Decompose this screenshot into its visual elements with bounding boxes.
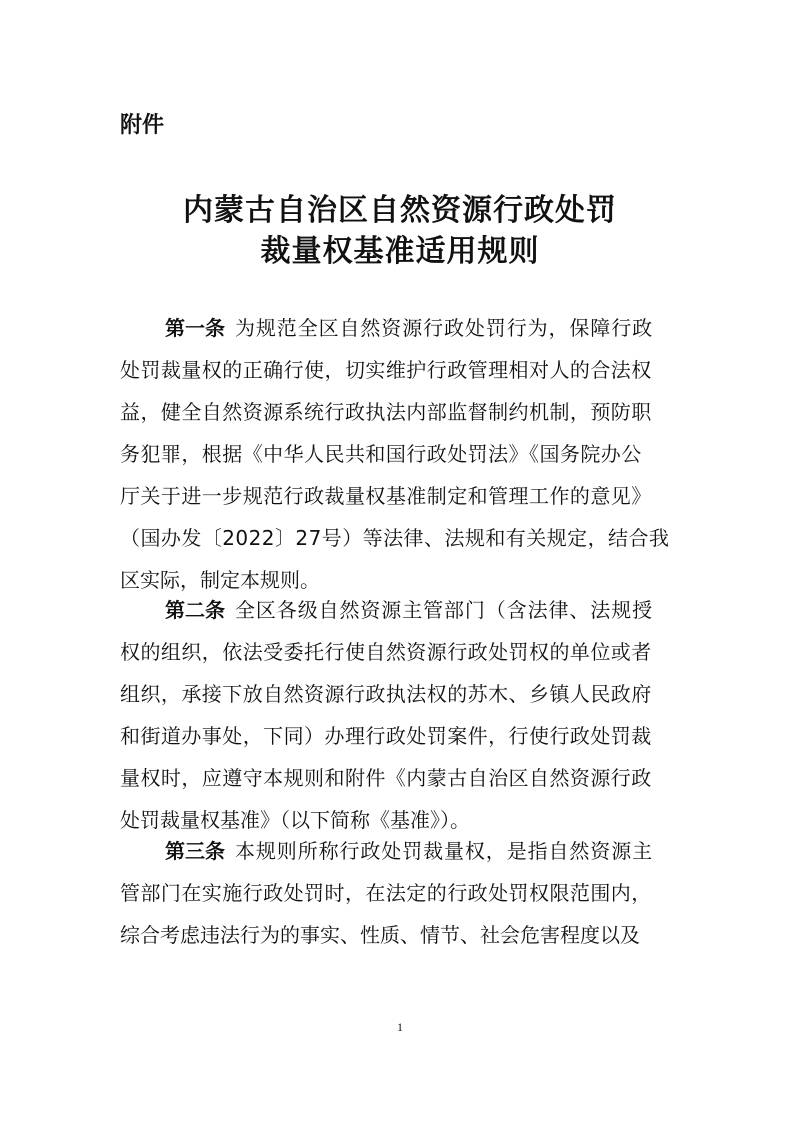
article-text-line: 权的组织，依法受委托行使自然资源行政处罚权的单位或者 — [120, 639, 652, 664]
article-text-line: 务犯罪，根据《中华人民共和国行政处罚法》《国务院办公 — [120, 441, 642, 466]
article-1-line-2 — [120, 347, 682, 389]
article-2-line-2 — [120, 629, 682, 671]
article-2-label: 第二条 — [165, 597, 225, 622]
article-3-line-2 — [120, 870, 682, 912]
article-3-line-3 — [120, 912, 682, 954]
article-1-line-6 — [120, 515, 682, 557]
article-text-line: 管部门在实施行政处罚时，在法定的行政处罚权限范围内， — [120, 880, 652, 905]
article-2-line-4 — [120, 713, 682, 755]
article-text-line: 处罚裁量权基准》（以下简称《基准》）。 — [120, 807, 470, 832]
document-title-line-1: 内蒙古自治区自然资源行政处罚 — [183, 193, 617, 228]
article-text-line: 厅关于进一步规范行政裁量权基准制定和管理工作的意见》 — [120, 483, 652, 508]
article-3-line-1 — [165, 828, 682, 870]
article-3-label: 第三条 — [165, 838, 225, 863]
article-text-line: 区实际，制定本规则。 — [120, 567, 320, 592]
article-2-text: 全区各级自然资源主管部门（含法律、法规授 — [235, 597, 653, 622]
article-text-line: 量权时，应遵守本规则和附件《内蒙古自治区自然资源行政 — [120, 765, 652, 790]
article-1-line-5 — [120, 473, 682, 515]
document-title-line-2: 裁量权基准适用规则 — [260, 234, 540, 269]
article-1-line-4 — [120, 431, 682, 473]
article-text-line: 综合考虑违法行为的事实、性质、情节、社会危害程度以及 — [120, 922, 640, 947]
article-text-line: 和街道办事处，下同）办理行政处罚案件，行使行政处罚裁 — [120, 723, 652, 748]
article-text-line: 益，健全自然资源系统行政执法内部监督制约机制，预防职 — [120, 399, 652, 424]
attachment-label: 附件 — [120, 113, 165, 138]
article-text-line: （国办发〔2022〕27号）等法律、法规和有关规定，结合我 — [120, 525, 670, 550]
article-3-text: 本规则所称行政处罚裁量权，是指自然资源主 — [235, 838, 653, 863]
page-number: 1 — [397, 1020, 403, 1034]
article-1-line-1 — [165, 305, 682, 347]
article-1-text: 为规范全区自然资源行政处罚行为，保障行政 — [235, 315, 653, 340]
article-2-line-1 — [165, 587, 682, 629]
article-text-line: 处罚裁量权的正确行使，切实维护行政管理相对人的合法权 — [120, 357, 652, 382]
article-2-line-5 — [120, 755, 682, 797]
article-1-label: 第一条 — [165, 315, 225, 340]
article-text-line: 组织，承接下放自然资源行政执法权的苏木、乡镇人民政府 — [120, 681, 652, 706]
article-1-line-3 — [120, 389, 682, 431]
article-2-line-3 — [120, 671, 682, 713]
